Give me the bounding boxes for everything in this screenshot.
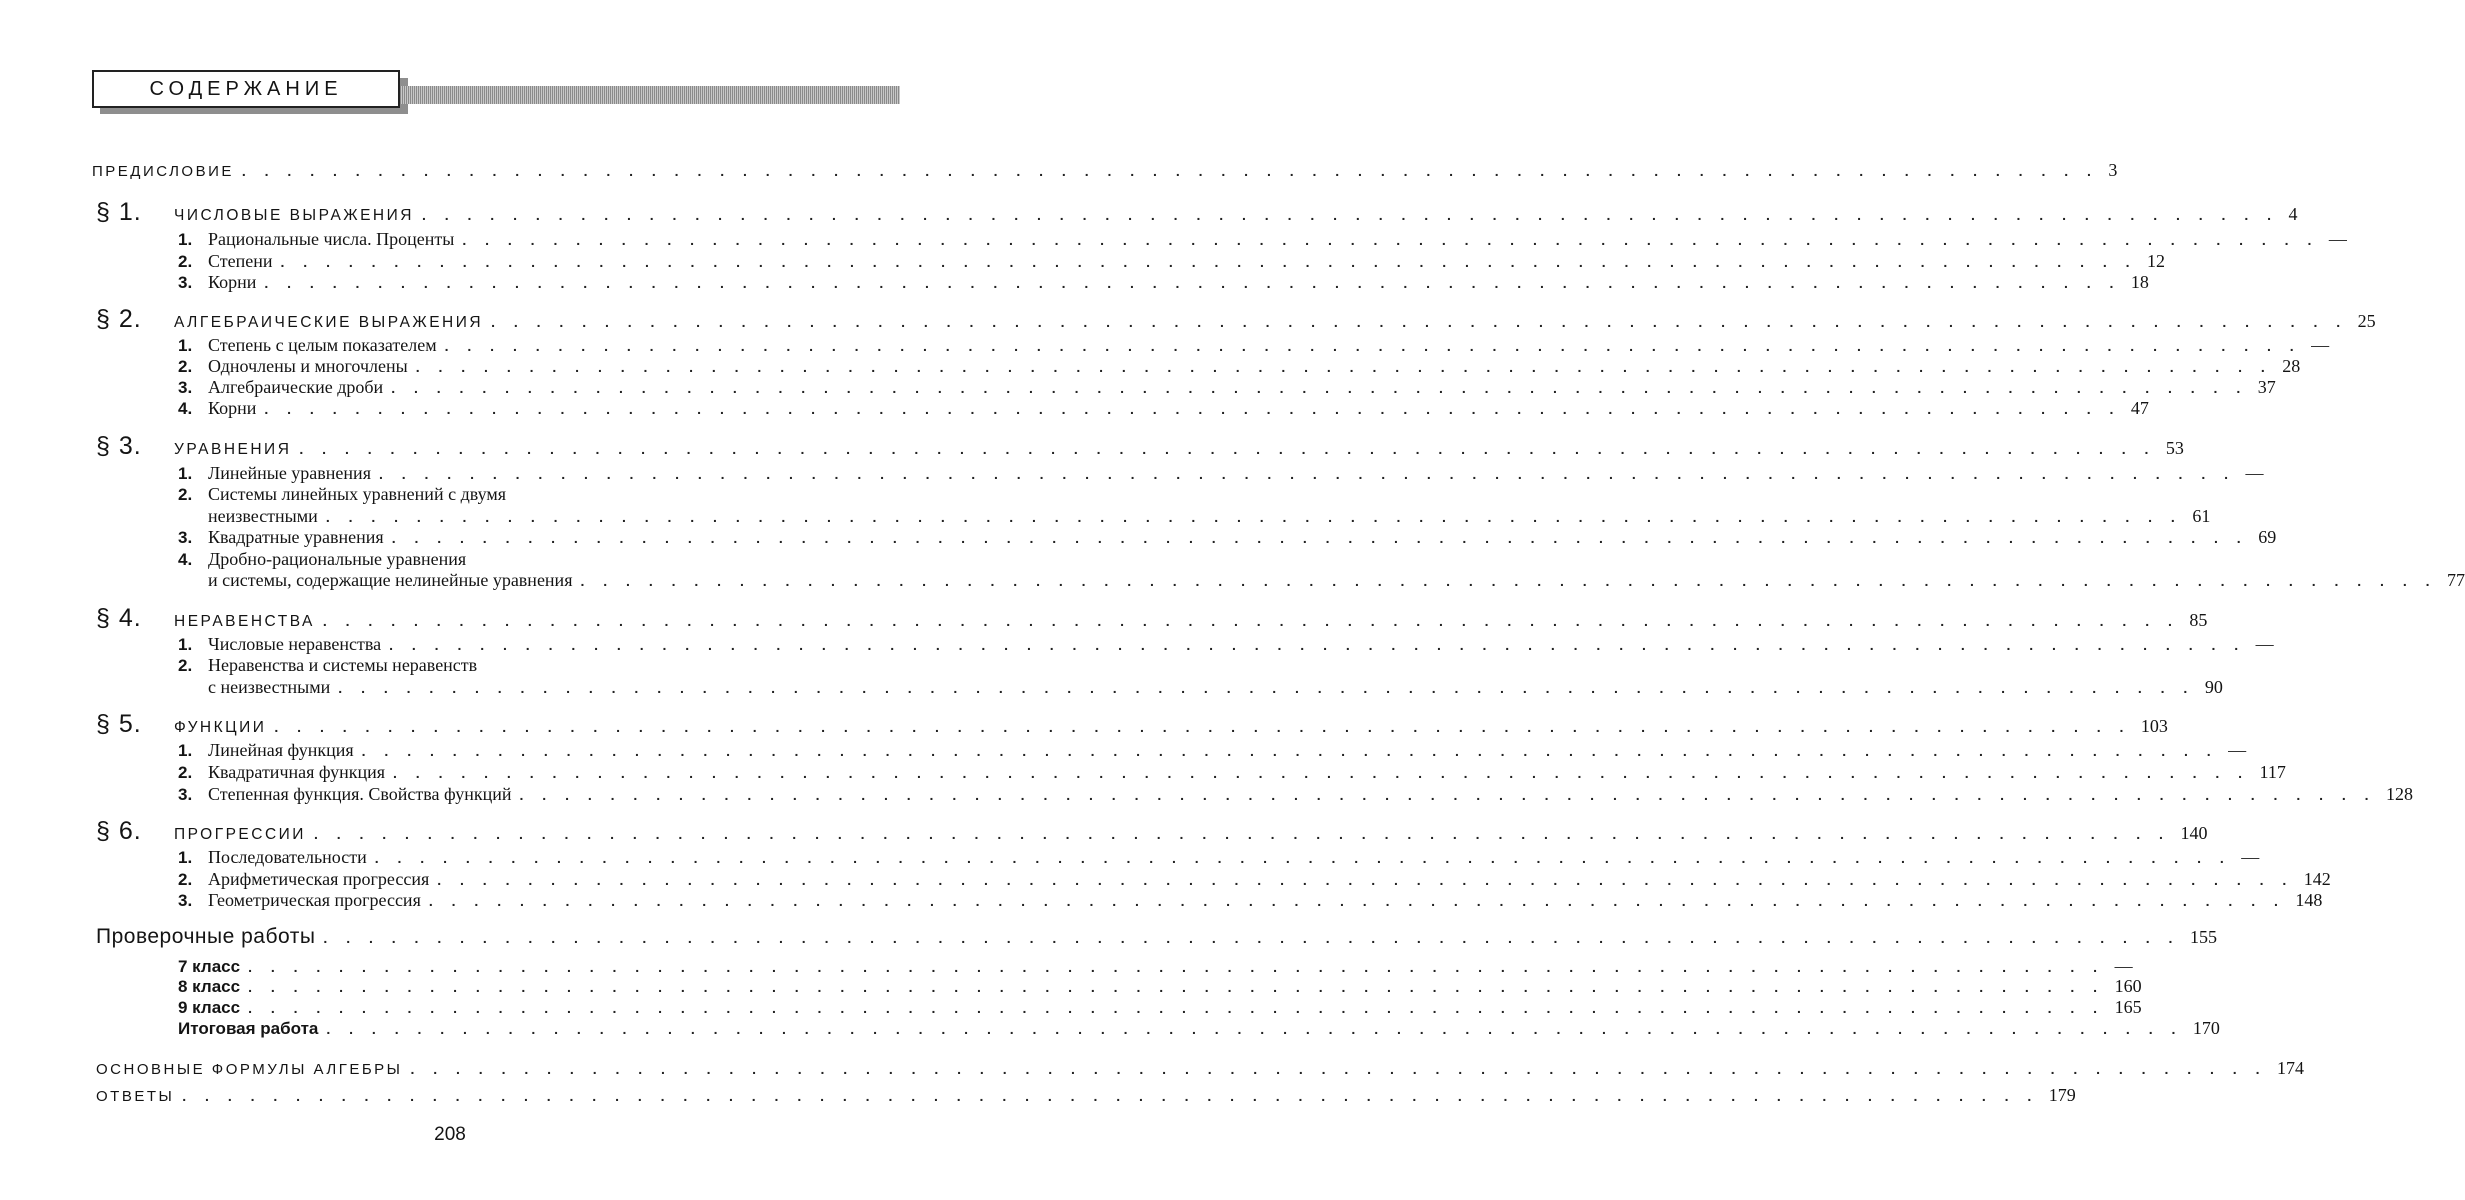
dot-leader: . . . . . . . . . . . . . . . . . . . . . . . . . . . . . . . . . . . . . . . . . . . . . . . . . . . . . . . . . . . . . . . . . . . . . . . . . . . . . . . . . . xyxy=(325,509,2183,525)
dot-leader: . . . . . . . . . . . . . . . . . . . . . . . . . . . . . . . . . . . . . . . . . . . . . . . . . . . . . . . . . . . . . . . . . . . . . . . . . . . . . . . . . . xyxy=(280,254,2138,270)
item-number: 2. xyxy=(178,763,193,782)
item-title: Геометрическая прогрессия xyxy=(208,890,421,910)
toc-item-continuation[interactable] xyxy=(208,570,2465,591)
toc-section-6[interactable] xyxy=(96,817,2208,846)
toc-item[interactable] xyxy=(178,890,2323,911)
item-number: 2. xyxy=(178,357,193,376)
item-number: 3. xyxy=(178,785,193,804)
dot-leader: . . . . . . . . . . . . . . . . . . . . . . . . . . . . . . . . . . . . . . . . . . . . . . . . . . . . . . . . . . . . . . . . . . . . . . . . . . . . . . . . . . xyxy=(437,872,2294,888)
toc-item[interactable] xyxy=(178,762,2286,783)
section-number: § 4. xyxy=(96,604,142,632)
item-title: 9 класс xyxy=(178,998,241,1017)
item-number: 1. xyxy=(178,336,193,355)
item-title: Рациональные числа. Проценты xyxy=(208,229,455,249)
item-page: — xyxy=(2228,740,2247,760)
item-number: 3. xyxy=(178,891,193,910)
toc-entry-formulas[interactable] xyxy=(96,1058,2304,1079)
toc-item[interactable] xyxy=(178,956,2133,977)
dot-leader: . . . . . . . . . . . . . . . . . . . . . . . . . . . . . . . . . . . . . . . . . . . . . . . . . . . . . . . . . . . . . . . . . . . . . . . . . . . . . . . . . . xyxy=(248,1000,2105,1016)
section-title: ФУНКЦИИ xyxy=(174,719,267,736)
dot-leader: . . . . . . . . . . . . . . . . . . . . . . . . . . . . . . . . . . . . . . . . . . . . . . . . . . . . . . . . . . . . . . . . . . . . . . . . . . . . . . . . . . xyxy=(491,314,2348,330)
item-title: Квадратичная функция xyxy=(208,762,386,782)
item-title: Степенная функция. Свойства функций xyxy=(208,784,512,804)
item-title: Квадратные уравнения xyxy=(208,527,384,547)
item-number: 3. xyxy=(178,273,193,292)
item-title-continuation: с неизвестными xyxy=(208,677,331,697)
dot-leader: . . . . . . . . . . . . . . . . . . . . . . . . . . . . . . . . . . . . . . . . . . . . . . . . . . . . . . . . . . . . . . . . . . . . . . . . . . . . . . . . . . xyxy=(313,826,2171,842)
toc-item[interactable] xyxy=(178,463,2264,484)
item-number: 1. xyxy=(178,635,193,654)
dot-leader: . . . . . . . . . . . . . . . . . . . . . . . . . . . . . . . . . . . . . . . . . . . . . . . . . . . . . . . . . . . . . . . . . . . . . . . . . . . . . . . . . . xyxy=(519,787,2377,803)
toc-entry-title: ОТВЕТЫ xyxy=(96,1088,175,1105)
item-title: Числовые неравенства xyxy=(208,634,382,654)
dot-leader: . . . . . . . . . . . . . . . . . . . . . . . . . . . . . . . . . . . . . . . . . . . . . . . . . . . . . . . . . . . . . . . . . . . . . . . . . . . . . . . . . . xyxy=(264,275,2121,291)
item-page: 90 xyxy=(2204,677,2223,697)
dot-leader: . . . . . . . . . . . . . . . . . . . . . . . . . . . . . . . . . . . . . . . . . . . . . . . . . . . . . . . . . . . . . . . . . . . . . . . . . . . . . . . . . . xyxy=(389,637,2246,653)
dot-leader: . . . . . . . . . . . . . . . . . . . . . . . . . . . . . . . . . . . . . . . . . . . . . . . . . . . . . . . . . . . . . . . . . . . . . . . . . . . . . . . . . . xyxy=(580,573,2437,589)
dot-leader: . . . . . . . . . . . . . . . . . . . . . . . . . . . . . . . . . . . . . . . . . . . . . . . . . . . . . . . . . . . . . . . . . . . . . . . . . . . . . . . . . . xyxy=(378,466,2236,482)
section-page: 103 xyxy=(2140,716,2168,736)
item-title: Корни xyxy=(208,398,257,418)
toc-entry-title: ПРЕДИСЛОВИЕ xyxy=(92,163,234,180)
item-number: 1. xyxy=(178,741,193,760)
item-title: Одночлены и многочлены xyxy=(208,356,408,376)
toc-item[interactable] xyxy=(178,997,2142,1018)
item-title-continuation: и системы, содержащие нелинейные уравнения xyxy=(208,570,573,590)
item-page: — xyxy=(2245,463,2264,483)
dot-leader: . . . . . . . . . . . . . . . . . . . . . . . . . . . . . . . . . . . . . . . . . . . . . . . . . . . . . . . . . . . . . . . . . . . . . . . . . . . . . . . . . . xyxy=(338,680,2195,696)
item-number: 2. xyxy=(178,252,193,271)
toc-item[interactable] xyxy=(178,398,2149,419)
dot-leader: . . . . . . . . . . . . . . . . . . . . . . . . . . . . . . . . . . . . . . . . . . . . . . . . . . . . . . . . . . . . . . . . . . . . . . . . . . . . . . . . . . xyxy=(415,359,2273,375)
item-title: Дробно-рациональные уравнения xyxy=(208,549,467,569)
toc-entry-page: 179 xyxy=(2048,1085,2076,1105)
section-page: 25 xyxy=(2357,311,2376,331)
dot-leader: . . . . . . . . . . . . . . . . . . . . . . . . . . . . . . . . . . . . . . . . . . . . . . . . . . . . . . . . . . . . . . . . . . . . . . . . . . . . . . . . . . xyxy=(299,441,2156,457)
item-title: Арифметическая прогрессия xyxy=(208,869,430,889)
toc-item[interactable] xyxy=(178,377,2276,398)
dot-leader: . . . . . . . . . . . . . . . . . . . . . . . . . . . . . . . . . . . . . . . . . . . . . . . . . . . . . . . . . . . . . . . . . . . . . . . . . . . . . . . . . . xyxy=(361,743,2219,759)
dot-leader: . . . . . . . . . . . . . . . . . . . . . . . . . . . . . . . . . . . . . . . . . . . . . . . . . . . . . . . . . . . . . . . . . . . . . . . . . . . . . . . . . . xyxy=(391,380,2248,396)
section-page: 85 xyxy=(2189,610,2208,630)
heading-band xyxy=(392,86,900,104)
item-title: 7 класс xyxy=(178,957,241,976)
item-title: Корни xyxy=(208,272,257,292)
section-number: § 6. xyxy=(96,817,142,845)
section-page: 140 xyxy=(2180,823,2208,843)
item-number: 3. xyxy=(178,528,193,547)
section-page: 4 xyxy=(2288,204,2298,224)
section-number: § 1. xyxy=(96,198,142,226)
item-number: 1. xyxy=(178,230,193,249)
toc-item[interactable] xyxy=(178,740,2247,761)
item-page: — xyxy=(2311,335,2330,355)
dot-leader: . . . . . . . . . . . . . . . . . . . . . . . . . . . . . . . . . . . . . . . . . . . . . . . . . . . . . . . . . . . . . . . . . . . . . . . . . . . . . . . . . . xyxy=(428,893,2286,909)
dot-leader: . . . . . . . . . . . . . . . . . . . . . . . . . . . . . . . . . . . . . . . . . . . . . . . . . . . . . . . . . . . . . . . . . . . . . . . . . . . . . . . . . . xyxy=(248,979,2105,995)
dot-leader: . . . . . . . . . . . . . . . . . . . . . . . . . . . . . . . . . . . . . . . . . . . . . . . . . . . . . . . . . . . . . . . . . . . . . . . . . . . . . . . . . . xyxy=(393,765,2250,781)
toc-item-first-line[interactable] xyxy=(178,484,506,505)
toc-item[interactable] xyxy=(178,869,2331,890)
dot-leader: . . . . . . . . . . . . . . . . . . . . . . . . . . . . . . . . . . . . . . . . . . . . . . . . . . . . . . . . . . . . . . . . . . . . . . . . . . . . . . . . . . xyxy=(241,163,2099,179)
toc-entry-page: 3 xyxy=(2108,160,2118,180)
item-title: Линейная функция xyxy=(208,740,354,760)
item-title: Системы линейных уравнений с двумя xyxy=(208,484,507,504)
toc-section-3[interactable] xyxy=(96,432,2184,461)
item-page: 61 xyxy=(2192,506,2211,526)
toc-entry-page: 174 xyxy=(2276,1058,2304,1078)
item-title: Степень с целым показателем xyxy=(208,335,437,355)
item-number: 3. xyxy=(178,378,193,397)
item-number: 4. xyxy=(178,399,193,418)
item-page: — xyxy=(2255,634,2274,654)
dot-leader: . . . . . . . . . . . . . . . . . . . . . . . . . . . . . . . . . . . . . . . . . . . . . . . . . . . . . . . . . . . . . . . . . . . . . . . . . . . . . . . . . . xyxy=(462,232,2319,248)
dot-leader: . . . . . . . . . . . . . . . . . . . . . . . . . . . . . . . . . . . . . . . . . . . . . . . . . . . . . . . . . . . . . . . . . . . . . . . . . . . . . . . . . . xyxy=(444,338,2302,354)
item-page: 142 xyxy=(2303,869,2331,889)
item-number: 2. xyxy=(178,656,193,675)
toc-entry-page: 155 xyxy=(2189,927,2217,947)
item-number: 2. xyxy=(178,485,193,504)
page-number: 208 xyxy=(434,1124,466,1145)
item-page: 170 xyxy=(2192,1018,2220,1038)
item-title: Неравенства и системы неравенств xyxy=(208,655,478,675)
toc-item[interactable] xyxy=(178,784,2414,805)
item-page: 160 xyxy=(2114,976,2142,996)
item-page: 47 xyxy=(2130,398,2149,418)
dot-leader: . . . . . . . . . . . . . . . . . . . . . . . . . . . . . . . . . . . . . . . . . . . . . . . . . . . . . . . . . . . . . . . . . . . . . . . . . . . . . . . . . . xyxy=(274,719,2131,735)
item-page: — xyxy=(2328,229,2347,249)
section-number: § 5. xyxy=(96,710,142,738)
item-number: 1. xyxy=(178,848,193,867)
item-number: 4. xyxy=(178,550,193,569)
toc-entry-preface[interactable] xyxy=(92,160,2118,181)
toc-section-4[interactable] xyxy=(96,604,2208,633)
toc-item-continuation[interactable] xyxy=(208,677,2223,698)
dot-leader: . . . . . . . . . . . . . . . . . . . . . . . . . . . . . . . . . . . . . . . . . . . . . . . . . . . . . . . . . . . . . . . . . . . . . . . . . . . . . . . . . . xyxy=(182,1088,2039,1104)
toc-section-2[interactable] xyxy=(96,305,2376,334)
section-title: ЧИСЛОВЫЕ ВЫРАЖЕНИЯ xyxy=(174,207,414,224)
section-number: § 3. xyxy=(96,432,142,460)
toc-item[interactable] xyxy=(178,335,2330,356)
toc-section-5[interactable] xyxy=(96,710,2168,739)
item-page: 117 xyxy=(2259,762,2286,782)
item-page: 28 xyxy=(2282,356,2301,376)
item-title: Линейные уравнения xyxy=(208,463,371,483)
toc-item-first-line[interactable] xyxy=(178,655,477,676)
item-page: 77 xyxy=(2447,570,2465,590)
toc-item[interactable] xyxy=(178,272,2149,293)
toc-item[interactable] xyxy=(178,634,2274,655)
item-page: 128 xyxy=(2386,784,2414,804)
toc-entry-tests[interactable] xyxy=(96,925,2217,949)
dot-leader: . . . . . . . . . . . . . . . . . . . . . . . . . . . . . . . . . . . . . . . . . . . . . . . . . . . . . . . . . . . . . . . . . . . . . . . . . . . . . . . . . . xyxy=(374,850,2232,866)
dot-leader: . . . . . . . . . . . . . . . . . . . . . . . . . . . . . . . . . . . . . . . . . . . . . . . . . . . . . . . . . . . . . . . . . . . . . . . . . . . . . . . . . . xyxy=(323,930,2180,946)
item-page: 37 xyxy=(2257,377,2276,397)
item-title: Итоговая работа xyxy=(178,1019,319,1038)
item-title: Последовательности xyxy=(208,847,367,867)
dot-leader: . . . . . . . . . . . . . . . . . . . . . . . . . . . . . . . . . . . . . . . . . . . . . . . . . . . . . . . . . . . . . . . . . . . . . . . . . . . . . . . . . . xyxy=(410,1061,2267,1077)
item-title: Алгебраические дроби xyxy=(208,377,384,397)
item-title-continuation: неизвестными xyxy=(208,506,318,526)
toc-item-continuation[interactable] xyxy=(208,506,2211,527)
toc-entry-answers[interactable] xyxy=(96,1085,2076,1106)
section-title: ПРОГРЕССИИ xyxy=(174,826,306,843)
section-page: 53 xyxy=(2165,438,2184,458)
dot-leader: . . . . . . . . . . . . . . . . . . . . . . . . . . . . . . . . . . . . . . . . . . . . . . . . . . . . . . . . . . . . . . . . . . . . . . . . . . . . . . . . . . xyxy=(326,1021,2183,1037)
toc-item[interactable] xyxy=(178,251,2166,272)
item-page: — xyxy=(2241,847,2260,867)
item-page: 12 xyxy=(2147,251,2166,271)
item-title: Степени xyxy=(208,251,273,271)
section-title: НЕРАВЕНСТВА xyxy=(174,613,315,630)
toc-entry-title: Проверочные работы xyxy=(96,925,316,948)
item-page: 18 xyxy=(2130,272,2149,292)
contents-heading-box xyxy=(92,70,400,108)
section-title: УРАВНЕНИЯ xyxy=(174,441,292,458)
toc-item[interactable] xyxy=(178,847,2260,868)
dot-leader: . . . . . . . . . . . . . . . . . . . . . . . . . . . . . . . . . . . . . . . . . . . . . . . . . . . . . . . . . . . . . . . . . . . . . . . . . . . . . . . . . . xyxy=(391,530,2249,546)
toc-item[interactable] xyxy=(178,1018,2220,1039)
contents-heading: СОДЕРЖАНИЕ xyxy=(149,77,343,100)
toc-item[interactable] xyxy=(178,356,2301,377)
dot-leader: . . . . . . . . . . . . . . . . . . . . . . . . . . . . . . . . . . . . . . . . . . . . . . . . . . . . . . . . . . . . . . . . . . . . . . . . . . . . . . . . . . xyxy=(322,613,2180,629)
item-title: 8 класс xyxy=(178,977,241,996)
item-page: — xyxy=(2114,956,2133,976)
item-page: 165 xyxy=(2114,997,2142,1017)
dot-leader: . . . . . . . . . . . . . . . . . . . . . . . . . . . . . . . . . . . . . . . . . . . . . . . . . . . . . . . . . . . . . . . . . . . . . . . . . . . . . . . . . . xyxy=(248,959,2105,975)
item-page: 69 xyxy=(2258,527,2277,547)
section-title: АЛГЕБРАИЧЕСКИЕ ВЫРАЖЕНИЯ xyxy=(174,314,484,331)
toc-item[interactable] xyxy=(178,976,2142,997)
item-page: 148 xyxy=(2295,890,2323,910)
toc-entry-title: ОСНОВНЫЕ ФОРМУЛЫ АЛГЕБРЫ xyxy=(96,1061,403,1078)
toc-section-1[interactable] xyxy=(96,198,2298,227)
toc-item-first-line[interactable] xyxy=(178,549,466,570)
item-number: 2. xyxy=(178,870,193,889)
dot-leader: . . . . . . . . . . . . . . . . . . . . . . . . . . . . . . . . . . . . . . . . . . . . . . . . . . . . . . . . . . . . . . . . . . . . . . . . . . . . . . . . . . xyxy=(264,401,2121,417)
toc-item[interactable] xyxy=(178,229,2347,250)
section-number: § 2. xyxy=(96,305,142,333)
item-number: 1. xyxy=(178,464,193,483)
dot-leader: . . . . . . . . . . . . . . . . . . . . . . . . . . . . . . . . . . . . . . . . . . . . . . . . . . . . . . . . . . . . . . . . . . . . . . . . . . . . . . . . . . xyxy=(421,207,2279,223)
toc-item[interactable] xyxy=(178,527,2277,548)
